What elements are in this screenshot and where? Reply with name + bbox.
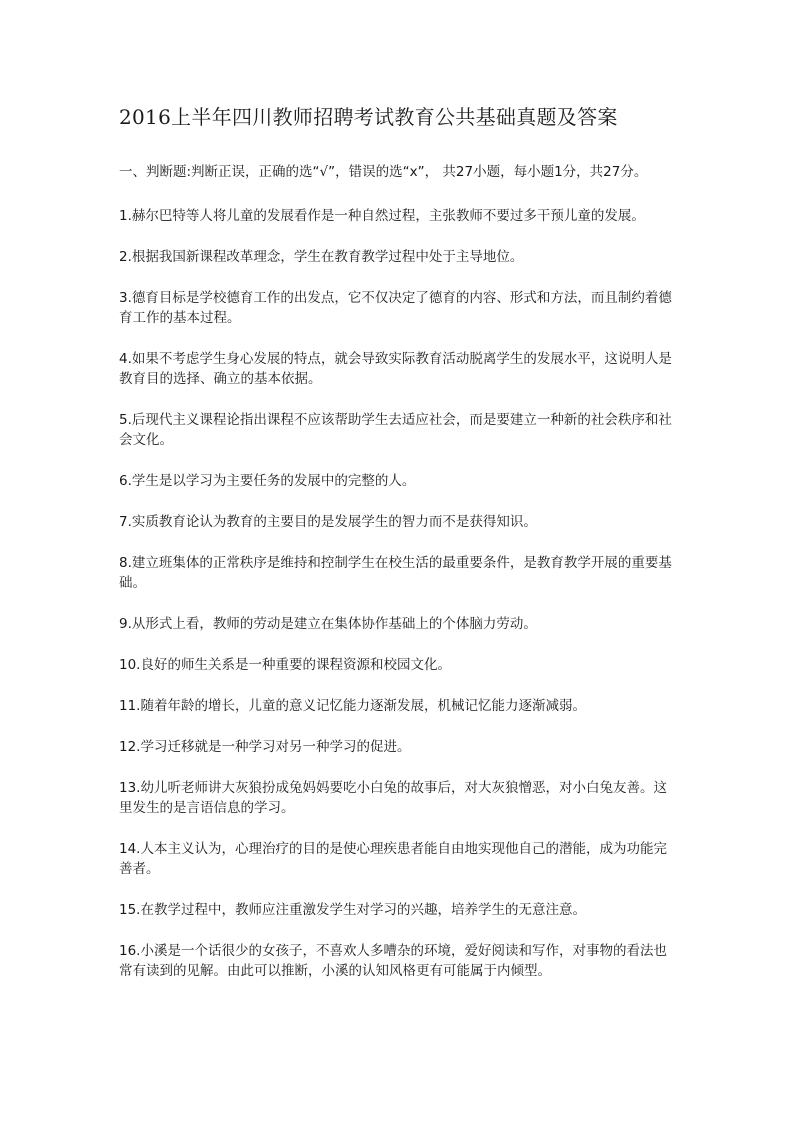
question-1: 1.赫尔巴特等人将儿童的发展看作是一种自然过程，主张教师不要过多干预儿童的发展。 [119, 208, 645, 224]
question-5: 5.后现代主义课程论指出课程不应该帮助学生去适应社会，而是要建立一种新的社会秩序和社会文化。 [119, 412, 672, 448]
question-8: 8.建立班集体的正常秩序是维持和控制学生在校生活的最重要条件，是教育教学开展的重要基础。 [119, 555, 672, 591]
document-page [119, 104, 679, 1002]
question-2: 2.根据我国新课程改革理念，学生在教育教学过程中处于主导地位。 [119, 249, 524, 265]
question-9: 9.从形式上看，教师的劳动是建立在集体协作基础上的个体脑力劳动。 [119, 616, 537, 632]
question-13: 13.幼儿听老师讲大灰狼扮成兔妈妈要吃小白兔的故事后，对大灰狼憎恶，对小白兔友善。这里发生的是言语信息的学习。 [119, 780, 667, 816]
document-title: 2016上半年四川教师招聘考试教育公共基础真题及答案 [119, 105, 618, 129]
question-15: 15.在教学过程中，教师应注重激发学生对学习的兴趣，培养学生的无意注意。 [119, 902, 586, 918]
question-6: 6.学生是以学习为主要任务的发展中的完整的人。 [119, 473, 416, 489]
question-16: 16.小溪是一个话很少的女孩子，不喜欢人多嘈杂的环境，爱好阅读和写作，对事物的看法也常有读到的见解。由此可以推断，小溪的认知风格更有可能属于内倾型。 [119, 943, 667, 979]
question-14: 14.人本主义认为，心理治疗的目的是使心理疾患者能自由地实现他自己的潜能，成为功能完善者。 [119, 841, 667, 877]
question-3: 3.德育目标是学校德育工作的出发点，它不仅决定了德育的内容、形式和方法，而且制约着德育工作的基本过程。 [119, 290, 672, 326]
section-instruction: 一、判断题:判断正误，正确的选“√”，错误的选“x”， 共27小题，每小题1分，共27分。 [119, 164, 648, 180]
question-10: 10.良好的师生关系是一种重要的课程资源和校园文化。 [119, 657, 451, 673]
question-11: 11.随着年龄的增长，儿童的意义记忆能力逐渐发展，机械记忆能力逐渐减弱。 [119, 698, 586, 714]
question-7: 7.实质教育论认为教育的主要目的是发展学生的智力而不是获得知识。 [119, 514, 537, 530]
question-4: 4.如果不考虑学生身心发展的特点，就会导致实际教育活动脱离学生的发展水平，这说明人是教育目的选择、确立的基本依据。 [119, 351, 672, 387]
question-12: 12.学习迁移就是一种学习对另一种学习的促进。 [119, 739, 411, 755]
